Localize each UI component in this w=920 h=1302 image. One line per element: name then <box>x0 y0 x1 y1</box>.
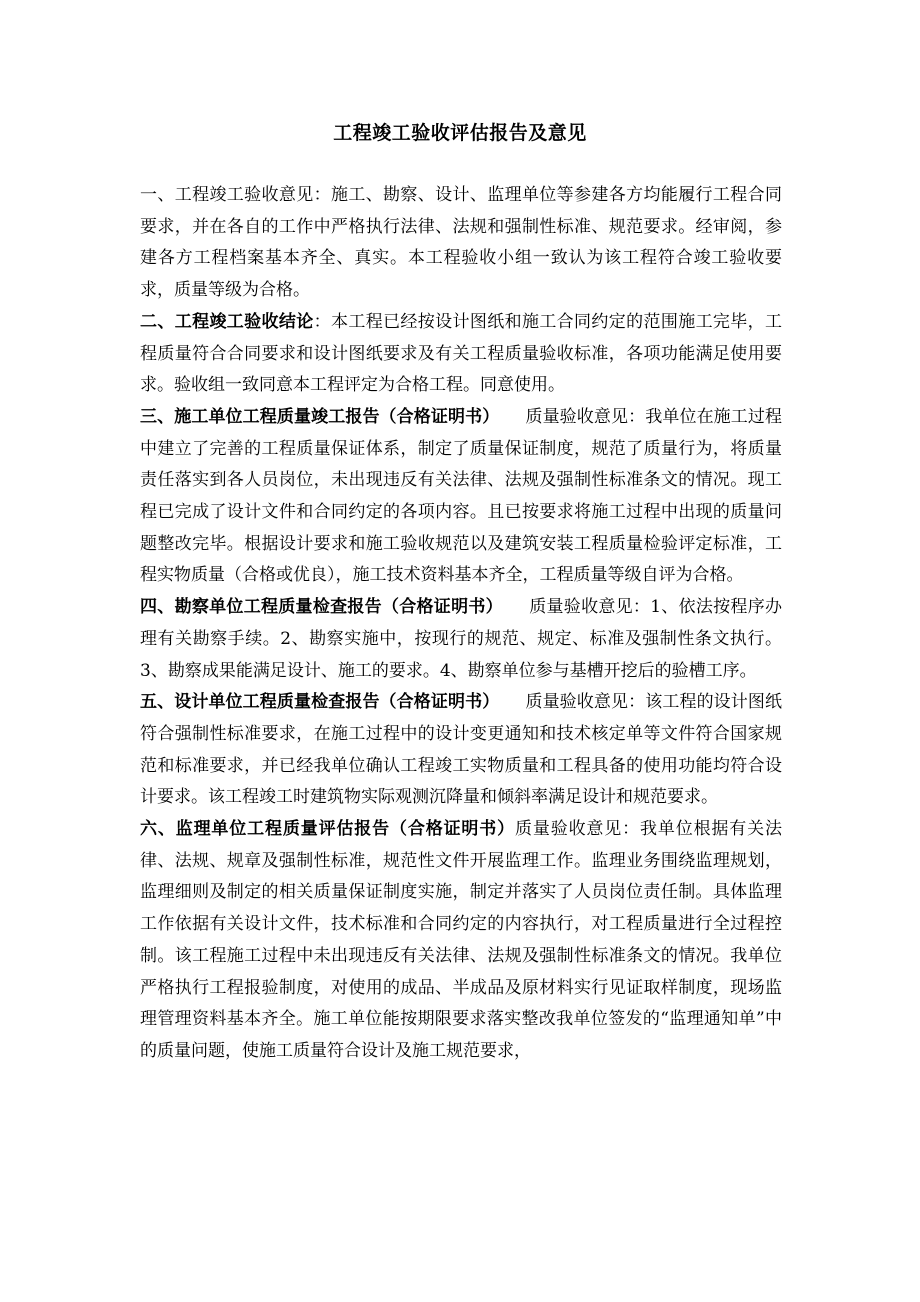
section-1-paragraph <box>140 180 782 307</box>
section-4-paragraph <box>140 592 782 687</box>
section-2-heading: 二、工程竣工验收结论 <box>140 311 314 332</box>
section-6-heading: 六、监理单位工程质量评估报告（合格证明书） <box>140 819 515 840</box>
section-6-text: 质量验收意见：我单位根据有关法律、法规、规章及强制性标准，规范性文件开展监理工作。监理业务围绕监理规划，监理细则及制定的相关质量保证制度实施，制定并落实了人员岗位责任制。具体监理工作依据有关设计文件，技术标准和合同约定的内容执行，对工程质量进行全过程控制。该工程施工过程中未出现违反有关法律、法规及强制性标准条文的情况。我单位严格执行工程报验制度，对使用的成品、半成品及原材料实行见证取样制度，现场监理管理资料基本齐全。施工单位能按期限要求落实整改我单位签发的“监理通知单”中的质量问题，使施工质量符合设计及施工规范要求， <box>140 819 782 1061</box>
section-3-text: 质量验收意见：我单位在施工过程中建立了完善的工程质量保证体系，制定了质量保证制度，规范了质量行为，将质量责任落实到各人员岗位，未出现违反有关法律、法规及强制性标准条文的情况。现工程已完成了设计文件和合同约定的各项内容。且已按要求将施工过程中出现的质量问题整改完毕。根据设计要求和施工验收规范以及建筑安装工程质量检验评定标准，工程实物质量（合格或优良），施工技术资料基本齐全，工程质量等级自评为合格。 <box>140 406 783 586</box>
section-6-paragraph <box>140 814 782 1068</box>
section-3-heading: 三、施工单位工程质量竣工报告（合格证明书） <box>140 406 500 427</box>
section-2-paragraph <box>140 307 782 402</box>
document-title: 工程竣工验收评估报告及意见 <box>333 122 587 144</box>
section-3-paragraph <box>140 402 782 592</box>
section-1-text: 一、工程竣工验收意见：施工、勘察、设计、监理单位等参建各方均能履行工程合同要求，并在各自的工作中严格执行法律、法规和强制性标准、规范要求。经审阅，参建各方工程档案基本齐全、真实。本工程验收小组一致认为该工程符合竣工验收要求，质量等级为合格。 <box>140 185 782 301</box>
section-5-heading: 五、设计单位工程质量检查报告（合格证明书） <box>140 692 500 713</box>
document-body <box>140 180 782 1068</box>
section-5-text: 质量验收意见：该工程的设计图纸符合强制性标准要求，在施工过程中的设计变更通知和技术核定单等文件符合国家规范和标准要求，并已经我单位确认工程竣工实物质量和工程具备的使用功能均符合设计要求。该工程竣工时建筑物实际观测沉降量和倾斜率满足设计和规范要求。 <box>140 692 783 808</box>
section-2-text: ：本工程已经按设计图纸和施工合同约定的范围施工完毕，工程质量符合合同要求和设计图纸要求及有关工程质量验收标准，各项功能满足使用要求。验收组一致同意本工程评定为合格工程。同意使用。 <box>140 311 783 396</box>
section-4-heading: 四、勘察单位工程质量检查报告（合格证明书） <box>140 597 503 618</box>
section-5-paragraph <box>140 687 782 814</box>
section-4-text: 质量验收意见：1、依法按程序办理有关勘察手续。2、勘察实施中，按现行的规范、规定、标准及强制性条文执行。3、勘察成果能满足设计、施工的要求。4、勘察单位参与基槽开挖后的验槽工序。 <box>140 597 782 681</box>
